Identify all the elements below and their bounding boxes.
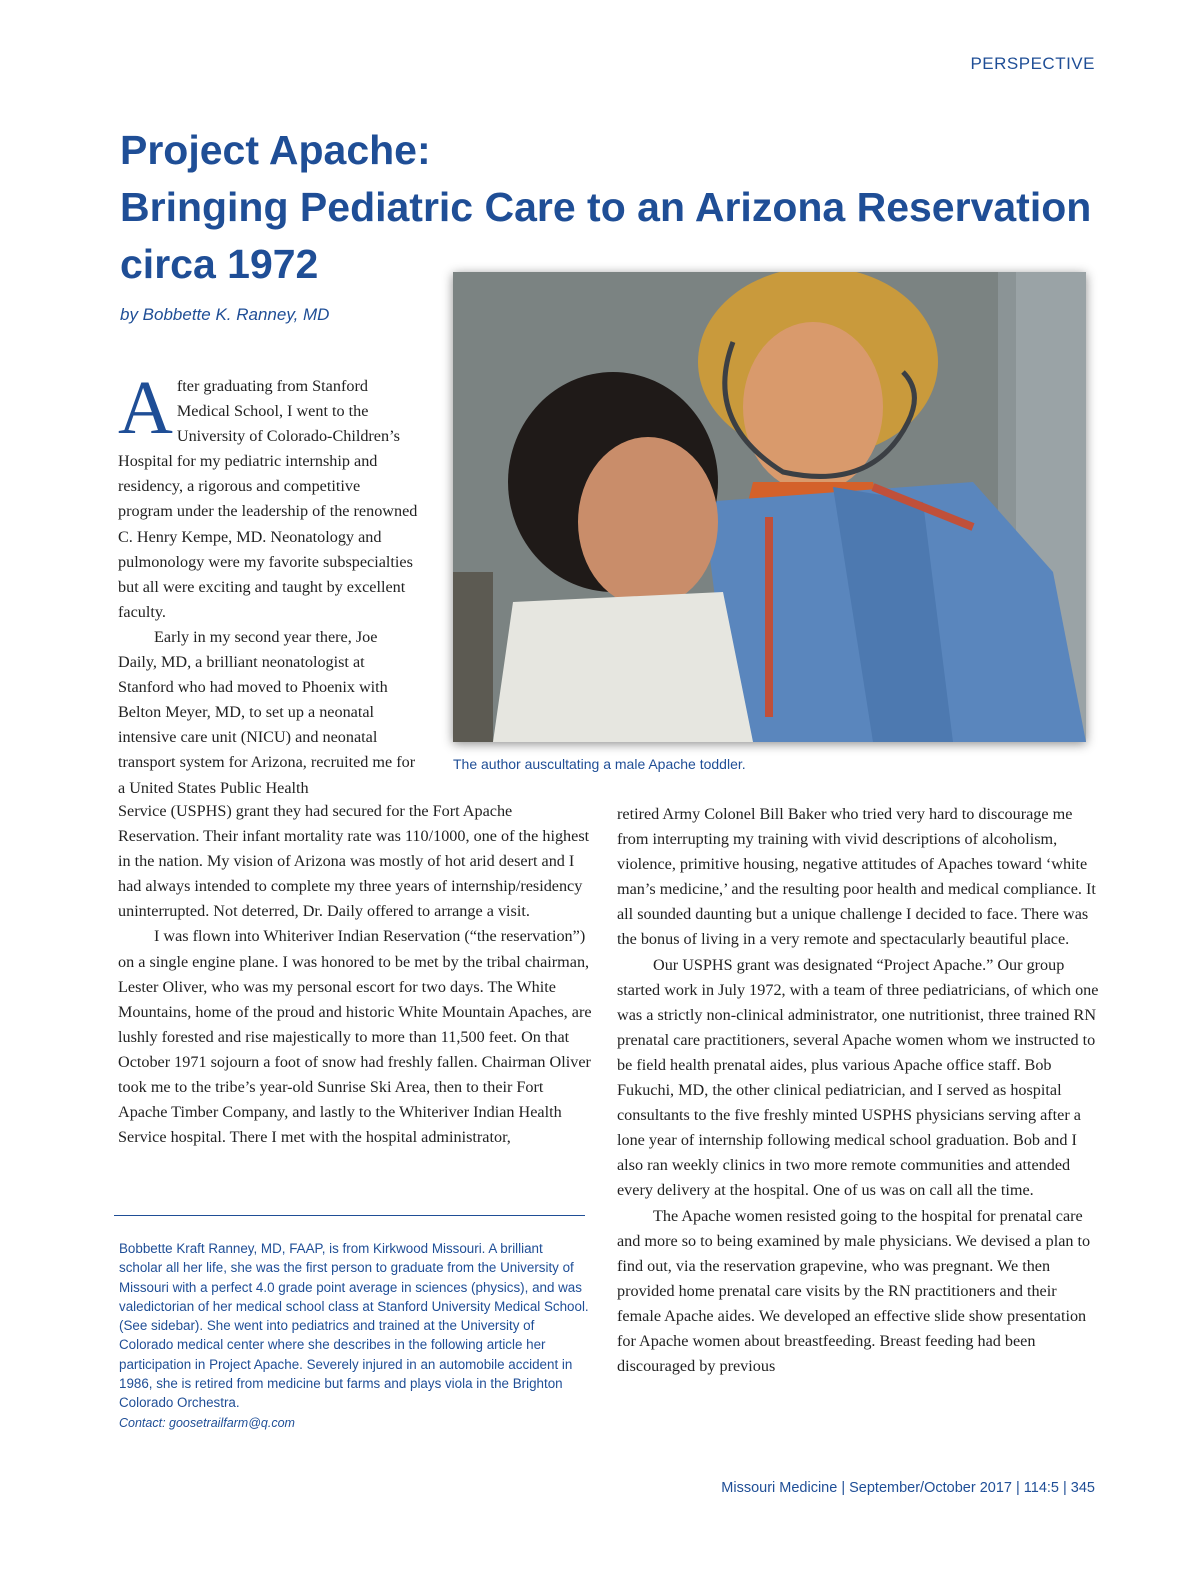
- paragraph-2-part-b: Service (USPHS) grant they had secured for the Fort Apache Reservation. Their infant mortality rate was 110/1000, one of the highest in the nation. My vision of Arizona was mostly of hot arid desert and I had always intended to complete my three years of internship/residency uninterrupted. Not deterred, Dr. Daily offered to arrange a visit.: [118, 802, 590, 921]
- drop-cap: A: [118, 366, 173, 450]
- paragraph-1-text: fter graduating from Stanford Medical School, I went to the University of Colorado-Children’s Hospital for my pediatric internship and residency, a rigorous and competitive program under the leadership of the renowned C. Henry Kempe, MD. Neonatology and pulmonology were my favorite subspecialties but all were exciting and taught by excellent faculty.: [118, 377, 418, 621]
- bio-divider: [114, 1215, 585, 1216]
- paragraph-6: The Apache women resisted going to the hospital for prenatal care and more so to being examined by male physicians. We devised a plan to find out, via the reservation grapevine, who was pregnant. We then provided home prenatal care visits by the RN practitioners and their female Apache aides. We developed an effective slide show presentation for Apache women about breastfeeding. Breast feeding had been discouraged by previous: [617, 1206, 1091, 1376]
- title-line-1: Project Apache:: [120, 127, 431, 173]
- paragraph-3: I was flown into Whiteriver Indian Reservation (“the reservation”) on a single engine plane. I was honored to be met by the tribal chairman, Lester Oliver, who was my personal escort for two days. The White Mountains, home of the proud and historic White Mountain Apaches, are lushly forested and rise majestically to more than 11,500 feet. On that October 1971 sojourn a foot of snow had freshly fallen. Chairman Oliver took me to the tribe’s year-old Sunrise Ski Area, then to their Fort Apache Timber Company, and lastly to the Whiteriver Indian Health Service hospital. There I met with the hospital administrator,: [118, 927, 592, 1147]
- paragraph-4: retired Army Colonel Bill Baker who tried very hard to discourage me from interrupting my training with vivid descriptions of alcoholism, violence, primitive housing, negative attitudes of Apaches toward ‘white man’s medicine,’ and the resulting poor health and medical compliance. It all sounded daunting but a unique challenge I decided to face. There was the bonus of living in a very remote and spectacularly beautiful place.: [617, 805, 1096, 949]
- bio-text: Bobbette Kraft Ranney, MD, FAAP, is from Kirkwood Missouri. A brilliant scholar all her life, she was the first person to graduate from the University of Missouri with a perfect 4.0 grade point average in sciences (physics), and was valedictorian of her medical school class at Stanford University Medical School. (See sidebar). She went into pediatrics and trained at the University of Colorado medical center where she describes in the following article her participation in Project Apache. Severely injured in an automobile accident in 1986, she is retired from medicine but farms and plays viola in the Brighton Colorado Orchestra.: [119, 1241, 589, 1411]
- paragraph-1: [118, 366, 418, 625]
- paragraph-5: Our USPHS grant was designated “Project Apache.” Our group started work in July 1972, with a team of three pediatricians, of which one was a strictly non-clinical administrator, one nutritionist, three trained RN prenatal care practitioners, several Apache women whom we instructed to be field health prenatal aides, plus various Apache office staff. Bob Fukuchi, MD, the other clinical pediatrician, and I served as hospital consultants to the five freshly minted USPHS physicians serving after a lone year of internship following medical school graduation. Bob and I also ran weekly clinics in two more remote communities and attended every delivery at the hospital. One of us was on call all the time.: [617, 955, 1099, 1200]
- section-label: PERSPECTIVE: [970, 54, 1095, 73]
- photo-illustration: [453, 272, 1086, 742]
- photo-caption: The author auscultating a male Apache toddler.: [453, 756, 746, 772]
- title-line-2: Bringing Pediatric Care to an Arizona Reservation: [120, 184, 1092, 230]
- column-left-top: [118, 366, 418, 801]
- bio-contact: Contact: goosetrailfarm@q.com: [119, 1415, 295, 1430]
- byline: by Bobbette K. Ranney, MD: [120, 305, 330, 324]
- article-title: [120, 122, 1110, 293]
- paragraph-2-part-a: Early in my second year there, Joe Daily, MD, a brilliant neonatologist at Stanford who had moved to Phoenix with Belton Meyer, MD, to set up a neonatal intensive care unit (NICU) and neonatal transport system for Arizona, recruited me for a United States Public Health: [118, 627, 416, 797]
- article-photo: [453, 272, 1086, 742]
- column-left-bottom: [118, 799, 593, 1150]
- page-footer: Missouri Medicine | September/October 2017 | 114:5 | 345: [721, 1480, 1095, 1496]
- author-bio: [119, 1239, 589, 1433]
- column-right: [617, 802, 1099, 1379]
- title-line-3: circa 1972: [120, 241, 319, 287]
